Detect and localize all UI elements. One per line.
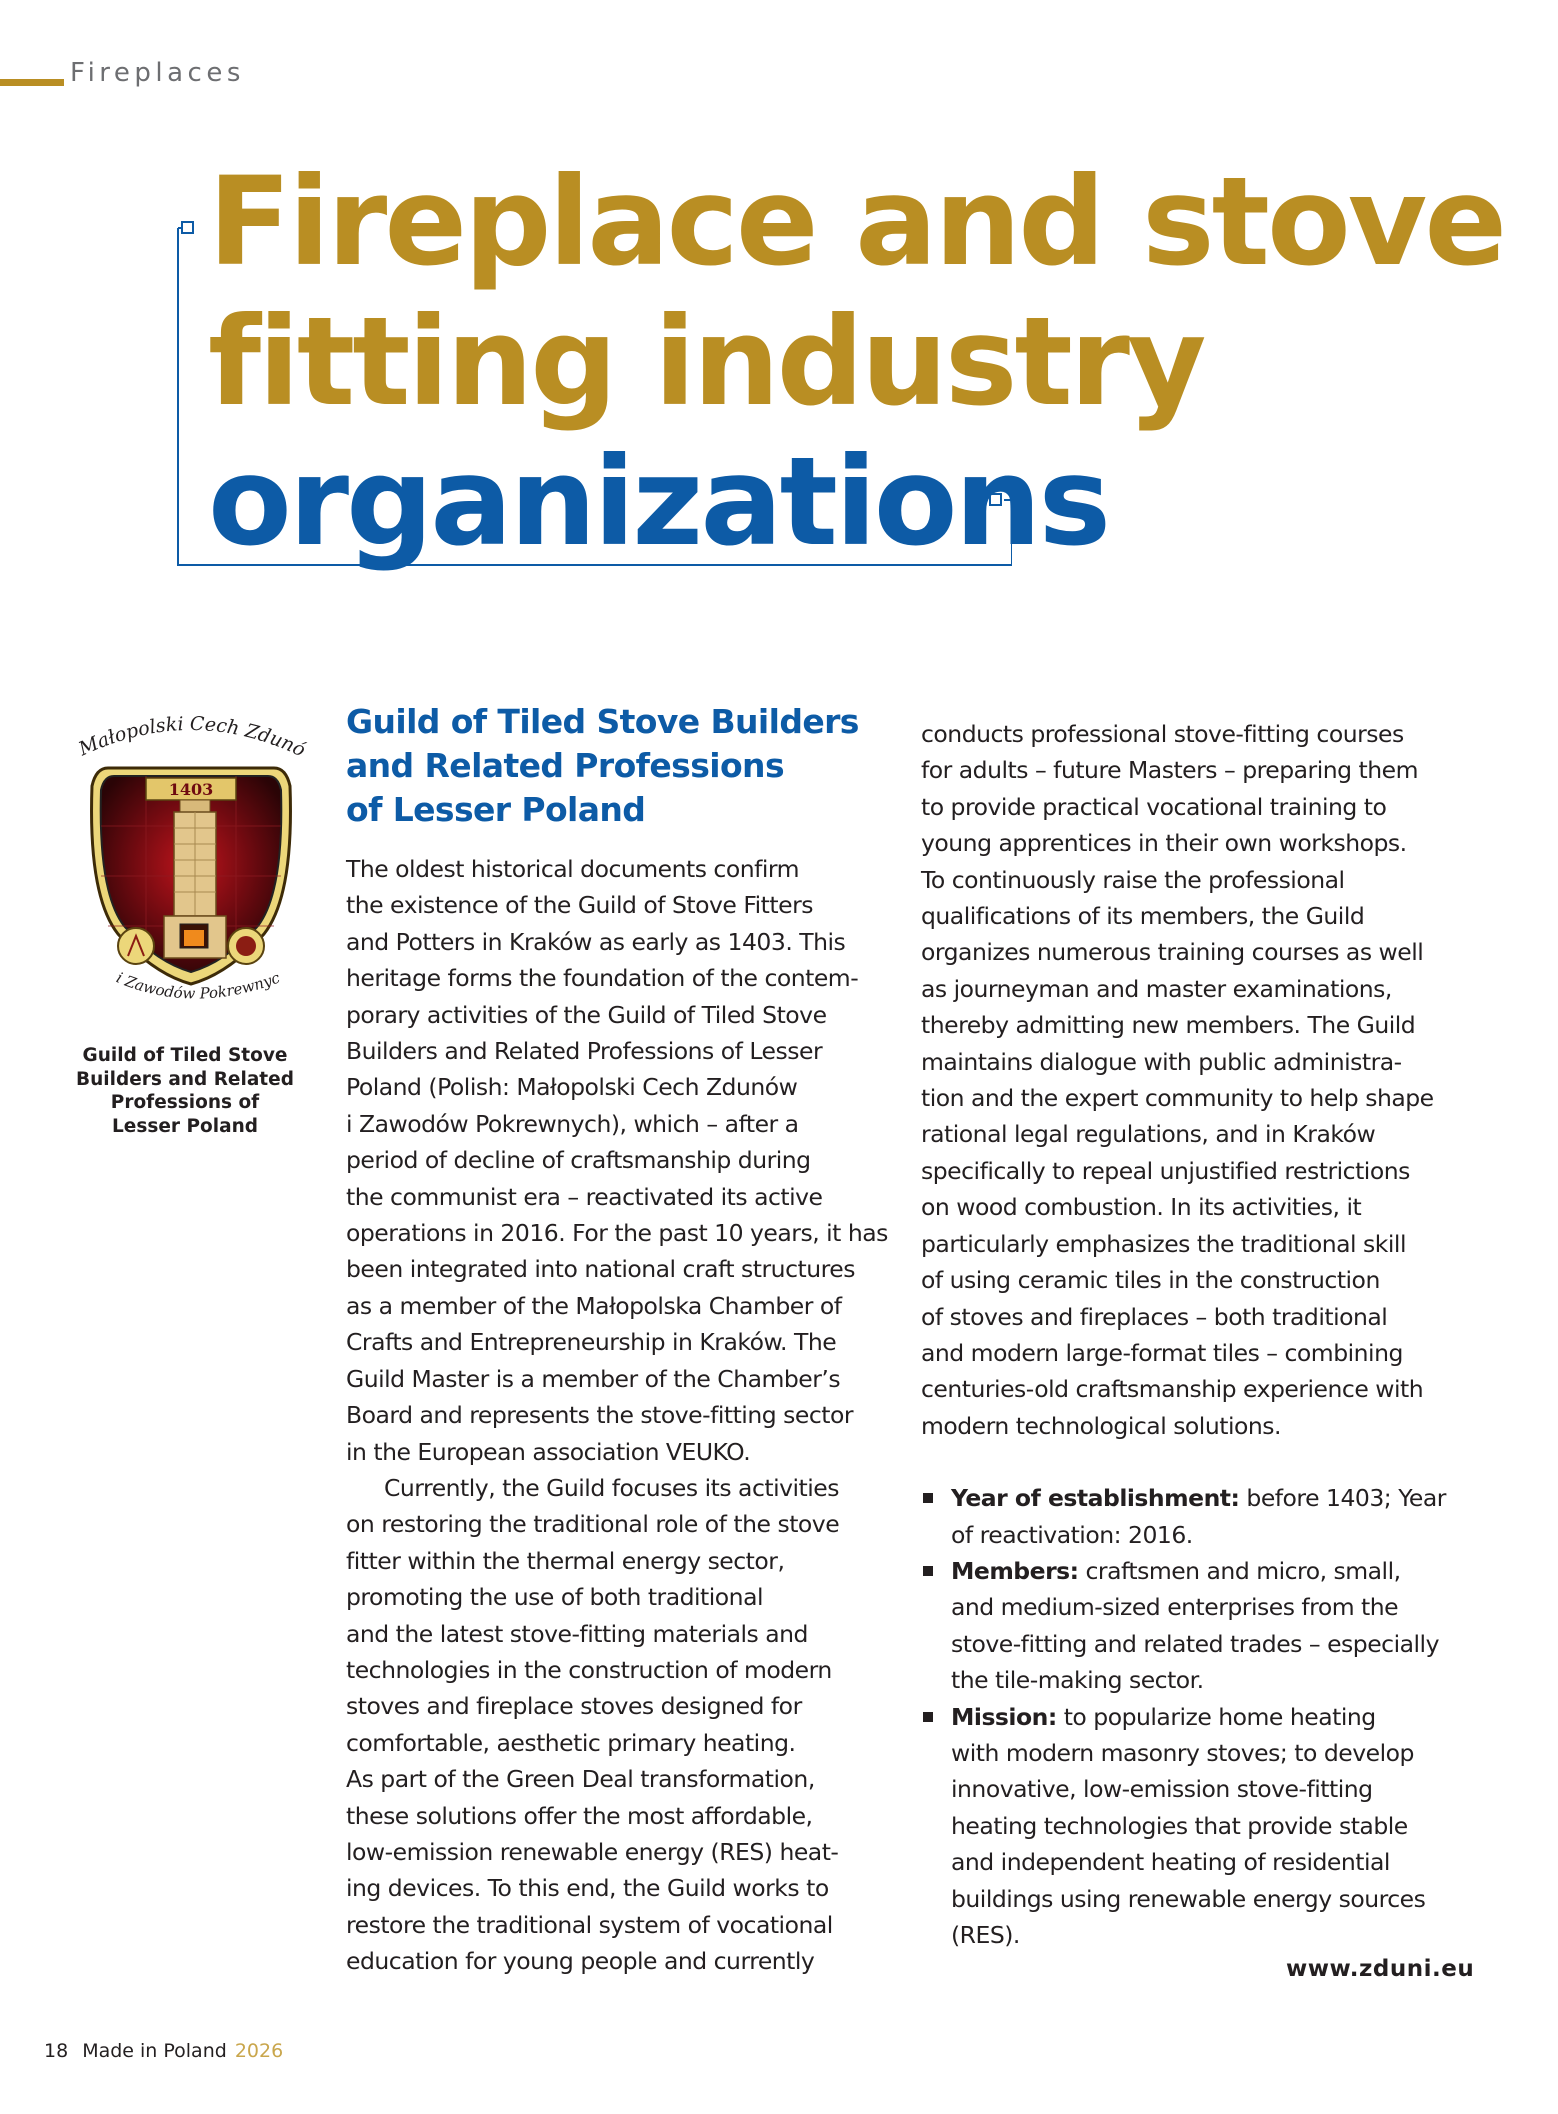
text-line: and Potters in Kraków as early as 1403. This: [346, 927, 846, 956]
paragraph-3: [921, 716, 1461, 1444]
text-line: period of decline of craftsmanship during: [346, 1146, 811, 1175]
text-line: Guild Master is a member of the Chamber’s: [346, 1364, 841, 1393]
text-line: as a member of the Małopolska Chamber of: [346, 1291, 842, 1320]
bullet-square-icon: [923, 1566, 933, 1576]
guild-emblem-logo: [68, 696, 314, 1016]
text-line: i Zawodów Pokrewnych), which – after a: [346, 1109, 799, 1138]
text-line: and the latest stove-fitting materials and: [346, 1619, 808, 1648]
text-line: low-emission renewable energy (RES) heat-: [346, 1837, 839, 1866]
text-line: these solutions offer the most affordable,: [346, 1801, 813, 1830]
text-line: promoting the use of both traditional: [346, 1583, 763, 1612]
text-line: as journeyman and master examinations,: [921, 974, 1392, 1003]
emblem-year: 1403: [168, 780, 214, 799]
title-line-3: organizations: [208, 431, 1109, 573]
text-line: stoves and fireplace stoves designed for: [346, 1692, 802, 1721]
logo-caption: [70, 1044, 300, 1138]
fact-text: innovative, low-emission stove-fitting: [951, 1775, 1373, 1804]
website-link[interactable]: www.zduni.eu: [1286, 1956, 1475, 1982]
text-line: The oldest historical documents confirm: [346, 855, 800, 883]
fact-text: and medium-sized enterprises from the: [951, 1593, 1399, 1622]
text-line: specifically to repeal unjustified restrictions: [921, 1156, 1410, 1185]
fact-text: before 1403; Year: [1239, 1484, 1446, 1513]
article-column-middle: [346, 700, 886, 1980]
logo-caption-line: Professions of: [110, 1092, 260, 1113]
text-line: on restoring the traditional role of the stove: [346, 1510, 840, 1539]
section-accent-bar: [0, 79, 64, 86]
fact-text: buildings using renewable energy sources: [951, 1884, 1426, 1913]
text-line: porary activities of the Guild of Tiled Stove: [346, 1000, 827, 1029]
text-line: of stoves and fireplaces – both traditional: [921, 1302, 1388, 1331]
emblem-bottom-text: i Zawodów Pokrewnyc: [113, 968, 283, 1003]
text-line: of using ceramic tiles in the construction: [921, 1266, 1380, 1295]
page-title: [208, 152, 1504, 572]
fact-item-mission: [921, 1699, 1461, 1954]
text-line: modern technological solutions.: [921, 1411, 1281, 1440]
magazine-name: Made in Poland: [82, 2040, 227, 2062]
text-line: fitter within the thermal energy sector,: [346, 1546, 785, 1575]
text-line: centuries-old craftsmanship experience with: [921, 1375, 1424, 1404]
article-heading-line: Guild of Tiled Stove Builders: [346, 702, 859, 741]
fact-label: Year of establishment:: [951, 1484, 1240, 1513]
fact-label: Mission:: [951, 1702, 1057, 1731]
bullet-square-icon: [923, 1712, 933, 1722]
text-line: As part of the Green Deal transformation,: [346, 1765, 815, 1794]
title-line-1: Fireplace and stove: [208, 151, 1505, 293]
text-line: been integrated into national craft structures: [346, 1255, 855, 1284]
page-number: 18: [44, 2040, 69, 2062]
text-line: the existence of the Guild of Stove Fitters: [346, 891, 813, 920]
title-line-2: fitting industry: [208, 291, 1204, 433]
paragraph-1: [346, 851, 886, 1470]
text-line: technologies in the construction of modern: [346, 1655, 832, 1684]
text-line: Board and represents the stove-fitting sector: [346, 1401, 853, 1430]
fact-label: Members:: [951, 1556, 1079, 1585]
emblem-top-text: Małopolski Cech Zdunó: [75, 712, 309, 762]
text-line: young apprentices in their own workshops.: [921, 829, 1407, 858]
text-line: thereby admitting new members. The Guild: [921, 1011, 1416, 1040]
text-line: in the European association VEUKO.: [346, 1437, 751, 1466]
text-line: organizes numerous training courses as well: [921, 938, 1424, 967]
fact-text: with modern masonry stoves; to develop: [951, 1738, 1414, 1767]
text-line: Poland (Polish: Małopolski Cech Zdunów: [346, 1073, 798, 1102]
fact-item-members: [921, 1553, 1461, 1699]
section-label: Fireplaces: [70, 58, 245, 88]
text-line: To continuously raise the professional: [921, 865, 1345, 894]
fact-text: (RES).: [951, 1921, 1020, 1949]
text-line: heritage forms the foundation of the contem-: [346, 964, 859, 993]
text-line: rational legal regulations, and in Kraków: [921, 1120, 1376, 1149]
facts-list: [921, 1480, 1461, 1953]
magazine-year: 2026: [234, 2040, 284, 2062]
article-heading-line: and Related Professions: [346, 746, 784, 785]
logo-caption-line: Lesser Poland: [112, 1115, 258, 1137]
text-line: maintains dialogue with public administra-: [921, 1047, 1402, 1076]
text-line: qualifications of its members, the Guild: [921, 902, 1365, 931]
bullet-square-icon: [923, 1493, 933, 1503]
text-line: operations in 2016. For the past 10 years, it has: [346, 1219, 888, 1248]
fact-text: the tile-making sector.: [951, 1666, 1204, 1695]
logo-caption-line: Builders and Related: [76, 1068, 294, 1090]
text-line: ing devices. To this end, the Guild works to: [346, 1874, 829, 1903]
article-column-right: [921, 716, 1461, 1953]
text-line: Crafts and Entrepreneurship in Kraków. The: [346, 1328, 837, 1357]
text-line: tion and the expert community to help shape: [921, 1084, 1434, 1113]
fact-text: and independent heating of residential: [951, 1848, 1390, 1877]
paragraph-2: [346, 1470, 886, 1980]
text-line: restore the traditional system of vocational: [346, 1910, 833, 1939]
text-line: the communist era – reactivated its active: [346, 1182, 823, 1211]
text-line: particularly emphasizes the traditional skill: [921, 1229, 1406, 1258]
article-heading-line: of Lesser Poland: [346, 790, 646, 829]
fact-text: craftsmen and micro, small,: [1078, 1556, 1401, 1585]
article-heading: [346, 700, 886, 832]
fact-text: stove-fitting and related trades – especially: [951, 1629, 1439, 1658]
fact-text: of reactivation: 2016.: [951, 1520, 1193, 1549]
fact-item-establishment: [921, 1480, 1461, 1553]
text-line: and modern large-format tiles – combining: [921, 1338, 1403, 1367]
logo-caption-line: Guild of Tiled Stove: [82, 1045, 288, 1066]
fact-text: to popularize home heating: [1056, 1702, 1376, 1731]
text-line: Currently, the Guild focuses its activities: [384, 1473, 840, 1502]
text-line: conducts professional stove-fitting courses: [921, 720, 1404, 748]
text-line: comfortable, aesthetic primary heating.: [346, 1728, 796, 1757]
fact-text: heating technologies that provide stable: [951, 1811, 1408, 1840]
text-line: on wood combustion. In its activities, it: [921, 1193, 1362, 1222]
page-footer: [44, 2040, 283, 2062]
text-line: Builders and Related Professions of Lesser: [346, 1037, 823, 1066]
text-line: education for young people and currently: [346, 1947, 815, 1976]
text-line: for adults – future Masters – preparing them: [921, 756, 1418, 785]
text-line: to provide practical vocational training to: [921, 792, 1387, 821]
